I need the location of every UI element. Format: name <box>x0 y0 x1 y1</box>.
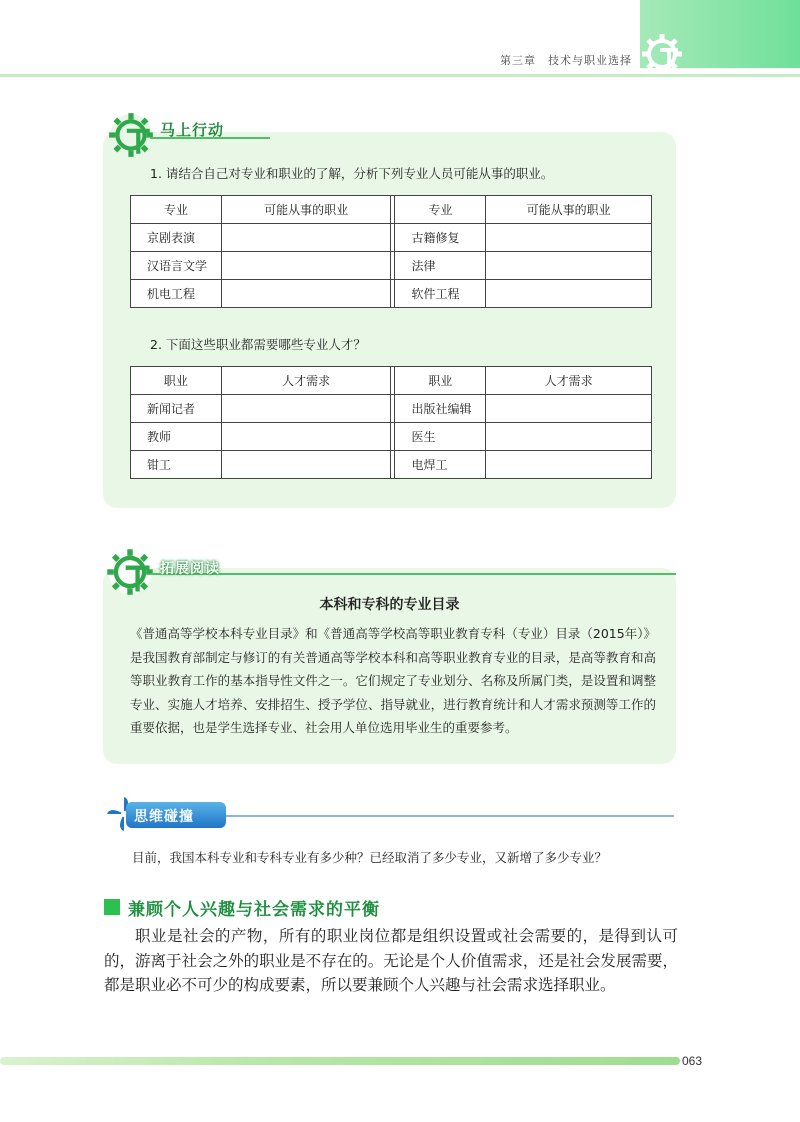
action-gear-logo-icon <box>106 110 156 160</box>
major-cell: 法律 <box>395 252 486 280</box>
major-cell: 机电工程 <box>131 280 222 308</box>
table-row <box>131 280 652 308</box>
thinking-banner-line <box>226 815 674 817</box>
table-header-cell: 可能从事的职业 <box>221 196 391 224</box>
table-header-row <box>131 196 652 224</box>
answer-cell[interactable] <box>486 280 652 308</box>
answer-cell[interactable] <box>221 395 391 423</box>
career-cell: 出版社编辑 <box>395 395 486 423</box>
table-header-cell: 职业 <box>131 367 222 395</box>
major-cell: 汉语言文学 <box>131 252 222 280</box>
thinking-banner-label: 思维碰撞 <box>134 809 194 825</box>
answer-cell[interactable] <box>486 451 652 479</box>
major-cell: 软件工程 <box>395 280 486 308</box>
table-header-row <box>131 367 652 395</box>
answer-cell[interactable] <box>221 280 391 308</box>
table-header-cell: 可能从事的职业 <box>486 196 652 224</box>
answer-cell[interactable] <box>221 252 391 280</box>
header-gear-logo-icon <box>638 30 686 78</box>
answer-cell[interactable] <box>486 252 652 280</box>
table-header-cell: 专业 <box>395 196 486 224</box>
reading-body: 《普通高等学校本科专业目录》和《普通高等学校高等职业教育专科（专业）目录（2015年）》是我国教育部制定与修订的有关普通高等学校本科和高等职业教育专业的目录，是高等教育和高等职业教育工作的基本指导性文件之一。它们规定了专业划分、名称及所属门类，是设置和调整专业、实施人才培养、安排招生、授予学位、指导就业，进行教育统计和人才需求预测等工作的重要依据，也是学生选择专业、社会用人单位选用毕业生的重要参考。 <box>130 626 656 735</box>
answer-cell[interactable] <box>486 224 652 252</box>
reading-gear-logo-icon <box>104 546 156 598</box>
career-talent-table <box>130 366 652 479</box>
section-body: 职业是社会的产物，所有的职业岗位都是组织设置或社会需要的，是得到认可的，游离于社会之外的职业是不存在的。无论是个人价值需求，还是社会发展需要，都是职业必不可少的构成要素，所以要兼顾个人兴趣与社会需求选择职业。 <box>104 927 678 994</box>
table-row <box>131 252 652 280</box>
table-header-cell: 人才需求 <box>221 367 391 395</box>
answer-cell[interactable] <box>486 395 652 423</box>
career-cell: 教师 <box>131 423 222 451</box>
thinking-question: 目前，我国本科专业和专科专业有多少种？已经取消了多少专业，又新增了多少专业？ <box>132 850 608 865</box>
answer-cell[interactable] <box>486 423 652 451</box>
question-1: 1. 请结合自己对专业和职业的了解，分析下列专业人员可能从事的职业。 <box>150 166 554 181</box>
question-2: 2. 下面这些职业都需要哪些专业人才？ <box>150 337 366 352</box>
career-cell: 电焊工 <box>395 451 486 479</box>
major-cell: 京剧表演 <box>131 224 222 252</box>
footer-bar <box>0 1057 680 1065</box>
section-marker <box>104 899 120 915</box>
section-title: 兼顾个人兴趣与社会需求的平衡 <box>128 900 380 920</box>
table-row <box>131 395 652 423</box>
reading-banner-label: 拓展阅读 <box>160 561 220 577</box>
major-career-table <box>130 195 652 308</box>
career-cell: 医生 <box>395 423 486 451</box>
career-cell: 钳工 <box>131 451 222 479</box>
table-row <box>131 451 652 479</box>
answer-cell[interactable] <box>221 451 391 479</box>
action-banner-label: 马上行动 <box>160 121 225 139</box>
reading-title: 本科和专科的专业目录 <box>319 597 460 613</box>
reading-banner-line <box>150 573 676 575</box>
chapter-title: 第三章 技术与职业选择 <box>500 54 632 67</box>
answer-cell[interactable] <box>221 224 391 252</box>
page-number: 063 <box>682 1054 703 1068</box>
table-row <box>131 224 652 252</box>
table-header-cell: 职业 <box>395 367 486 395</box>
answer-cell[interactable] <box>221 423 391 451</box>
table-header-cell: 专业 <box>131 196 222 224</box>
table-row <box>131 423 652 451</box>
major-cell: 古籍修复 <box>395 224 486 252</box>
table-header-cell: 人才需求 <box>486 367 652 395</box>
career-cell: 新闻记者 <box>131 395 222 423</box>
